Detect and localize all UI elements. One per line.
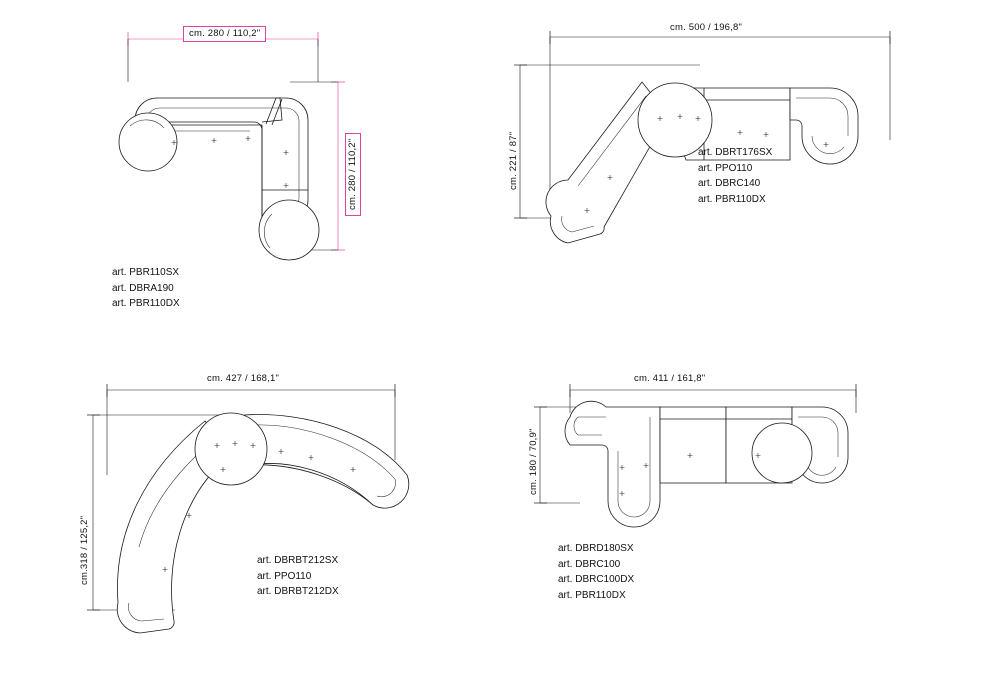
- comp1-round-element-left: [119, 113, 177, 171]
- composition-top-right: [490, 20, 920, 270]
- composition-bottom-right: [510, 355, 930, 625]
- comp4-code-1: art. DBRD180SX: [558, 543, 634, 554]
- comp1-code-3: art. PBR110DX: [112, 298, 180, 309]
- comp1-code-2: art. DBRA190: [112, 282, 174, 294]
- comp1-codes: [112, 265, 180, 312]
- comp3-round-ottoman: [195, 413, 267, 485]
- comp1-code-1: art. PBR110SX: [112, 267, 180, 278]
- composition-top-left: [90, 20, 470, 340]
- comp3-code-2: art. PPO110: [257, 570, 312, 582]
- comp3-width-label: cm. 427 / 168,1": [207, 373, 280, 384]
- comp4-code-4: art. PBR110DX: [558, 589, 626, 601]
- comp1-round-element-bottom: [259, 200, 319, 260]
- comp3-code-3: art. DBRBT212DX: [257, 586, 339, 597]
- comp2-code-4: art. PBR110DX: [698, 193, 766, 205]
- comp1-height-label: cm. 280 / 110,2": [345, 133, 361, 216]
- comp2-code-2: art. PPO110: [698, 162, 753, 174]
- comp4-code-2: art. DBRC100: [558, 558, 621, 570]
- comp1-width-label: cm. 280 / 110,2": [183, 26, 266, 42]
- comp3-codes: [257, 553, 339, 600]
- comp2-code-1: art. DBRT176SX: [698, 147, 773, 158]
- comp2-height-label: cm. 221 / 87": [508, 131, 519, 190]
- comp4-codes: [558, 541, 634, 603]
- comp4-round-element: [752, 423, 812, 483]
- comp2-width-label: cm. 500 / 196,8": [670, 22, 743, 33]
- comp3-code-1: art. DBRBT212SX: [257, 555, 339, 566]
- comp4-height-label: cm. 180 / 70,9": [528, 428, 539, 495]
- comp4-code-3: art. DBRC100DX: [558, 574, 635, 585]
- comp3-right-curved-module: [243, 415, 409, 509]
- composition-bottom-left: [55, 355, 455, 645]
- comp2-code-3: art. DBRC140: [698, 178, 761, 189]
- comp4-width-label: cm. 411 / 161,8": [634, 373, 706, 384]
- comp2-codes: [698, 145, 772, 207]
- comp2-right-arm: [790, 88, 858, 164]
- comp3-drawing: [55, 355, 455, 645]
- comp3-height-label: cm.318 / 125,2": [79, 515, 90, 585]
